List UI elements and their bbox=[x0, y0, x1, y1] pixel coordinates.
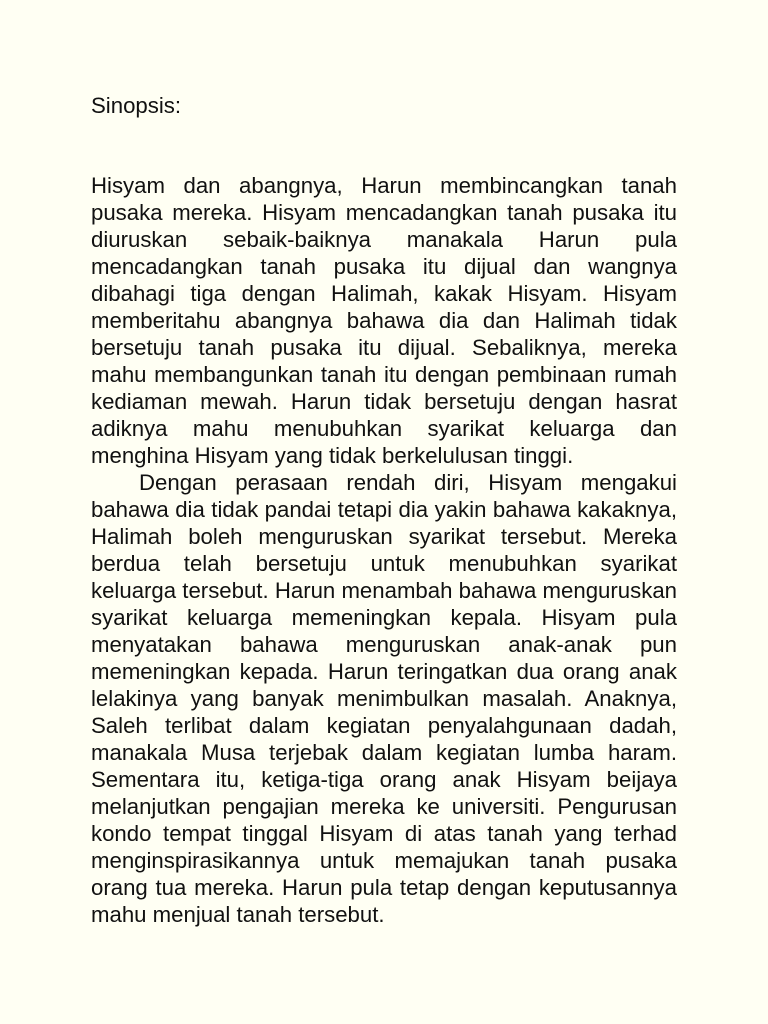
synopsis-paragraph-1: Hisyam dan abangnya, Harun membincangkan tanah pusaka mereka. Hisyam mencadangkan tanah pusaka itu diuruskan sebaik-baiknya manakala Harun pula mencadangkan tanah pusaka itu dijual dan wangnya dibahagi tiga dengan Halimah, kakak Hisyam. Hisyam memberitahu abangnya bahawa dia dan Halimah tidak bersetuju tanah pusaka itu dijual. Sebaliknya, mereka mahu membangunkan tanah itu dengan pembinaan rumah kediaman mewah. Harun tidak bersetuju dengan hasrat adiknya mahu menubuhkan syarikat keluarga dan menghina Hisyam yang tidak berkelulusan tinggi. bbox=[91, 173, 677, 468]
synopsis-heading: Sinopsis: bbox=[91, 93, 182, 118]
document-page bbox=[91, 92, 677, 928]
synopsis-paragraph-2: Dengan perasaan rendah diri, Hisyam mengakui bahawa dia tidak pandai tetapi dia yakin bahawa kakaknya, Halimah boleh menguruskan syarikat tersebut. Mereka berdua telah bersetuju untuk menubuhkan syarikat keluarga tersebut. Harun menambah bahawa menguruskan syarikat keluarga memeningkan kepala. Hisyam pula menyatakan bahawa menguruskan anak-anak pun memeningkan kepada. Harun teringatkan dua orang anak lelakinya yang banyak menimbulkan masalah. Anaknya, Saleh terlibat dalam kegiatan penyalahgunaan dadah, manakala Musa terjebak dalam kegiatan lumba haram. Sementara itu, ketiga-tiga orang anak Hisyam beijaya melanjutkan pengajian mereka ke universiti. Pengurusan kondo tempat tinggal Hisyam di atas tanah yang terhad menginspirasikannya untuk memajukan tanah pusaka orang tua mereka. Harun pula tetap dengan keputusannya mahu menjual tanah tersebut. bbox=[91, 470, 677, 927]
